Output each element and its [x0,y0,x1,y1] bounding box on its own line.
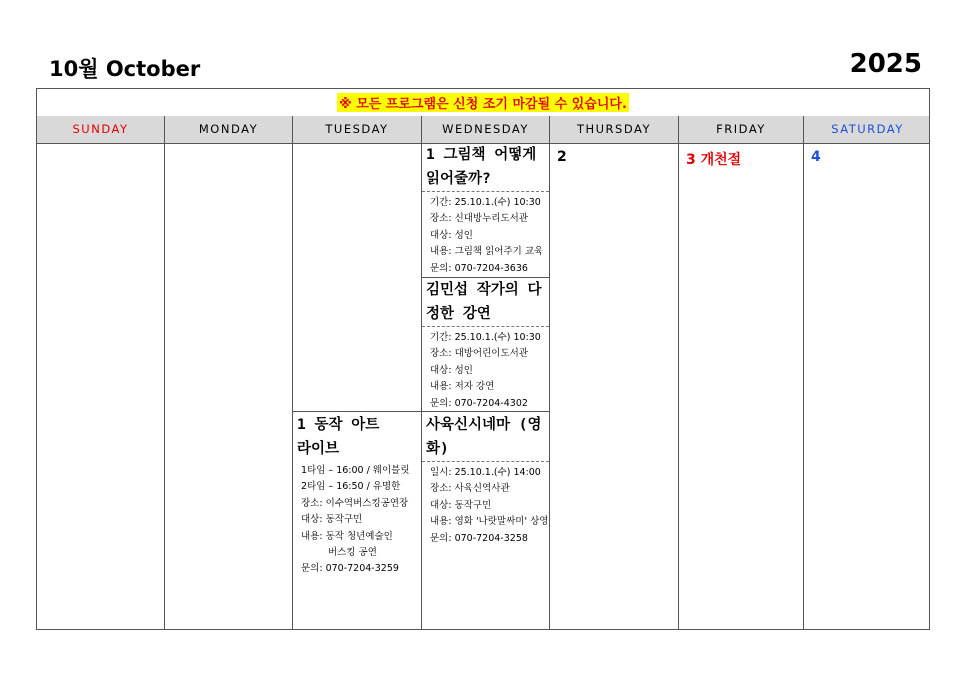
event-detail-line: 문의: 070-7204-3259 [301,563,399,575]
event-detail-line: 내용: 동작 청년예술인 [301,530,393,542]
date-number: 4 [811,149,821,165]
sunday-cell [37,143,165,630]
event-detail-line: 대상: 동작구민 [301,514,363,526]
event-picture-book [422,143,549,278]
day-wednesday: WEDNESDAY [422,116,550,143]
event-detail-line: 장소: 사육신역사관 [430,483,510,495]
event-title: 사육신시네마 (영화) [422,413,549,462]
saturday-cell [804,143,931,630]
event-detail-line: 대상: 성인 [430,229,473,241]
event-detail-line: 문의: 070-7204-3258 [430,532,528,544]
wednesday-divider [422,411,549,412]
event-detail-line: 내용: 저자 강연 [430,381,495,393]
event-detail-line: 기간: 25.10.1.(수) 10:30 [430,332,541,343]
event-detail-line: 장소: 대방어린이도서관 [430,348,528,360]
event-detail-line: 대상: 동작구민 [430,499,492,511]
event-details [422,462,549,547]
day-saturday: SATURDAY [831,122,904,136]
event-author-talk [422,278,549,413]
event-title: 1 그림책 어떻게 읽어줄까? [422,143,549,192]
event-title: 김민섭 작가의 다정한 강연 [422,278,549,327]
event-detail-line: 1타임 – 16:00 / 웨이블릿 [301,465,410,476]
date-number: 2 [557,149,567,165]
event-detail-line: 일시: 25.10.1.(수) 14:00 [430,467,541,478]
event-art-live [293,413,421,578]
day-sunday: SUNDAY [37,116,165,143]
event-detail-line: 문의: 070-7204-3636 [430,262,528,274]
calendar-grid [36,88,930,630]
weekday-header-row [37,116,929,144]
year-title: 2025 [849,49,922,79]
event-detail-line: 기간: 25.10.1.(수) 10:30 [430,197,541,208]
notice-banner [37,89,929,117]
event-detail-line: 대상: 성인 [430,364,473,376]
event-details [422,327,549,413]
event-details [293,461,421,578]
event-details [422,192,549,278]
wednesday-cell [422,143,550,630]
tuesday-divider [293,411,421,412]
date-number-holiday: 3 개천절 [686,152,742,168]
friday-cell [679,143,804,630]
day-tuesday: TUESDAY [293,116,422,143]
event-detail-line: 장소: 신대방누리도서관 [430,213,528,225]
event-detail-line: 버스킹 공연 [328,547,377,559]
day-friday: FRIDAY [679,116,804,143]
month-title: 10월 October [49,57,201,81]
event-detail-line: 장소: 이수역버스킹공연장 [301,497,409,509]
event-detail-line: 내용: 그림책 읽어주기 교육 [430,246,544,258]
event-detail-line: 내용: 영화 '나랏말싸미' 상영 [430,516,549,528]
day-monday: MONDAY [165,116,293,143]
event-detail-line: 문의: 070-7204-4302 [430,397,528,409]
notice-text: ※ 모든 프로그램은 신청 조기 마감될 수 있습니다. [337,93,629,112]
event-detail-line: 2타임 – 16:50 / 유명한 [301,481,401,493]
thursday-cell [550,143,679,630]
tuesday-cell [293,143,422,630]
event-title: 1 동작 아트 라이브 [297,417,380,457]
event-cinema [422,413,549,547]
day-thursday: THURSDAY [550,116,679,143]
monday-cell [165,143,293,630]
